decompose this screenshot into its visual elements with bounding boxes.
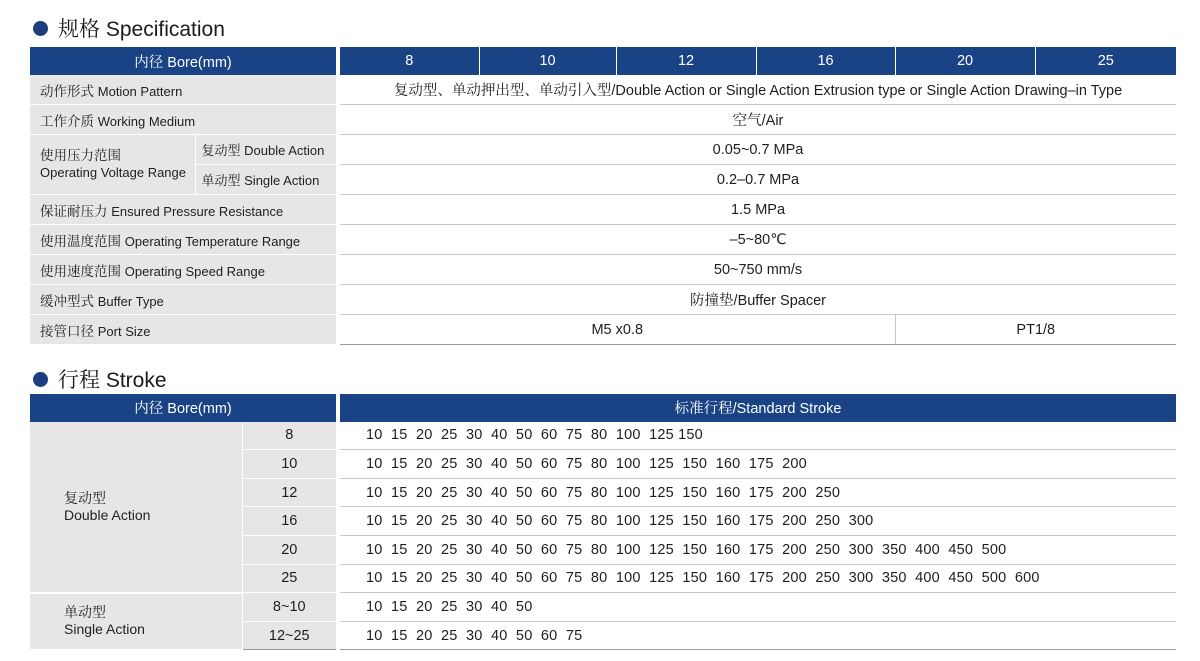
bullet-icon (33, 21, 48, 36)
port-size-large-value: PT1/8 (895, 315, 1176, 345)
stroke-bore-header: 内径 Bore(mm) (30, 394, 338, 422)
buffer-type-label-en: Buffer Type (97, 293, 164, 309)
port-size-label (30, 315, 338, 345)
motion-pattern-value: 复动型、单动押出型、单动引入型/Double Action or Single Action Extrusion type or Single Action Drawing–in Type (338, 75, 1176, 105)
double-action-label-cn: 复动型 (64, 489, 106, 506)
stroke-bore-cell: 8~10 (242, 593, 338, 622)
spec-heading (33, 13, 225, 43)
proof-pressure-row (30, 195, 1176, 225)
single-action-group-label (30, 593, 242, 650)
stroke-values-cell: 10 15 20 25 30 40 50 60 75 80 100 125 150 (338, 422, 1176, 450)
buffer-type-label (30, 285, 338, 315)
speed-label (30, 255, 338, 285)
proof-pressure-value: 1.5 MPa (338, 195, 1176, 225)
speed-row (30, 255, 1176, 285)
stroke-bore-cell: 10 (242, 450, 338, 479)
stroke-bore-cell: 20 (242, 535, 338, 564)
working-medium-label-en: Working Medium (97, 113, 196, 129)
stroke-bore-cell: 16 (242, 507, 338, 536)
pressure-single-label (195, 165, 338, 195)
temperature-label-cn: 使用温度范围 (40, 233, 121, 249)
spec-heading-text: 规格 Specification (58, 18, 225, 41)
working-medium-label-cn: 工作介质 (40, 113, 94, 129)
stroke-values-cell: 10 15 20 25 30 40 50 60 75 (338, 621, 1176, 650)
operating-pressure-label-cn: 使用压力范围 (40, 148, 121, 164)
pressure-single-label-cn: 单动型 (201, 173, 241, 188)
speed-label-en: Operating Speed Range (124, 263, 265, 279)
stroke-bore-cell: 12 (242, 478, 338, 507)
motion-pattern-label (30, 75, 338, 105)
working-medium-row (30, 105, 1176, 135)
buffer-type-value: 防撞垫/Buffer Spacer (338, 285, 1176, 315)
proof-pressure-label (30, 195, 338, 225)
bore-8-header: 8 (338, 47, 479, 75)
working-medium-value: 空气/Air (338, 105, 1176, 135)
pressure-single-label-en: Single Action (244, 173, 320, 188)
stroke-heading-text: 行程 Stroke (58, 369, 167, 392)
motion-pattern-label-cn: 动作形式 (40, 83, 94, 99)
port-size-label-cn: 接管口径 (40, 323, 94, 339)
standard-stroke-header: 标准行程/Standard Stroke (338, 394, 1176, 422)
single-action-label-cn: 单动型 (64, 604, 106, 621)
proof-pressure-label-en: Ensured Pressure Resistance (111, 203, 284, 219)
speed-label-cn: 使用速度范围 (40, 263, 121, 279)
temperature-label (30, 225, 338, 255)
pressure-double-label-cn: 复动型 (201, 143, 241, 158)
operating-pressure-label (30, 135, 195, 195)
pressure-double-value: 0.05~0.7 MPa (338, 135, 1176, 165)
pressure-double-row (30, 135, 1176, 165)
stroke-bore-cell: 8 (242, 422, 338, 450)
temperature-row (30, 225, 1176, 255)
stroke-row (30, 422, 1176, 450)
operating-pressure-label-en: Operating Voltage Range (40, 164, 186, 180)
stroke-bore-cell: 25 (242, 564, 338, 593)
stroke-header-row (30, 394, 1176, 422)
bore-12-header: 12 (616, 47, 756, 75)
motion-pattern-row (30, 75, 1176, 105)
stroke-values-cell: 10 15 20 25 30 40 50 60 75 80 100 125 150 160 175 200 250 300 350 400 450 500 (338, 535, 1176, 564)
bore-20-header: 20 (895, 47, 1035, 75)
stroke-heading (33, 364, 167, 394)
stroke-table (30, 394, 1176, 651)
bullet-icon (33, 372, 48, 387)
double-action-group-label (30, 422, 242, 593)
buffer-type-label-cn: 缓冲型式 (40, 293, 94, 309)
pressure-single-row (30, 165, 1176, 195)
bore-25-header: 25 (1035, 47, 1176, 75)
bore-header-label: 内径 Bore(mm) (30, 47, 338, 75)
spec-table (30, 47, 1176, 345)
pressure-double-label-en: Double Action (244, 143, 325, 158)
stroke-values-cell: 10 15 20 25 30 40 50 60 75 80 100 125 150 160 175 200 (338, 450, 1176, 479)
bore-16-header: 16 (756, 47, 895, 75)
speed-value: 50~750 mm/s (338, 255, 1176, 285)
stroke-values-cell: 10 15 20 25 30 40 50 60 75 80 100 125 150 160 175 200 250 (338, 478, 1176, 507)
port-size-small-value: M5 x0.8 (338, 315, 895, 345)
stroke-values-cell: 10 15 20 25 30 40 50 60 75 80 100 125 150 160 175 200 250 300 (338, 507, 1176, 536)
working-medium-label (30, 105, 338, 135)
motion-pattern-label-en: Motion Pattern (97, 83, 183, 99)
stroke-values-cell: 10 15 20 25 30 40 50 60 75 80 100 125 150 160 175 200 250 300 350 400 450 500 600 (338, 564, 1176, 593)
spec-header-row (30, 47, 1176, 75)
bore-10-header: 10 (479, 47, 616, 75)
buffer-type-row (30, 285, 1176, 315)
double-action-label-en: Double Action (64, 506, 151, 523)
port-size-label-en: Port Size (97, 323, 151, 339)
temperature-value: –5~80℃ (338, 225, 1176, 255)
pressure-single-value: 0.2–0.7 MPa (338, 165, 1176, 195)
stroke-bore-cell: 12~25 (242, 621, 338, 650)
pressure-double-label (195, 135, 338, 165)
port-size-row (30, 315, 1176, 345)
temperature-label-en: Operating Temperature Range (124, 233, 301, 249)
stroke-values-cell: 10 15 20 25 30 40 50 (338, 593, 1176, 622)
single-action-label-en: Single Action (64, 621, 145, 638)
stroke-row (30, 593, 1176, 622)
proof-pressure-label-cn: 保证耐压力 (40, 203, 108, 219)
